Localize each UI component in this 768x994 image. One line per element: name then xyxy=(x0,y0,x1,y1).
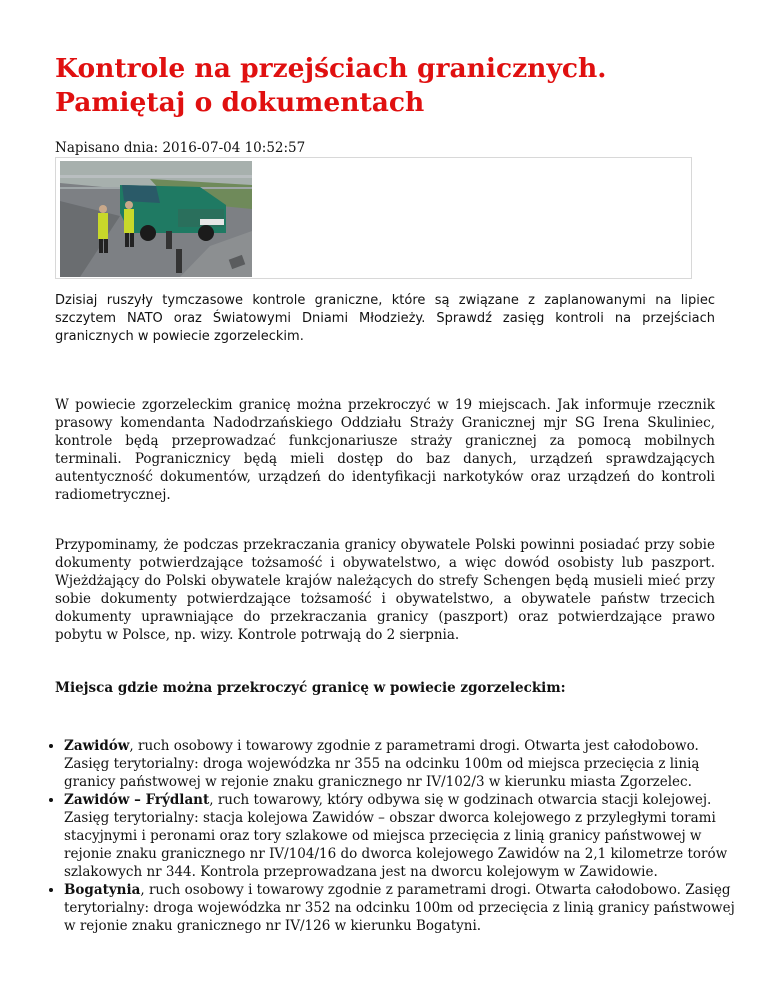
place-name: Zawidów xyxy=(64,738,130,754)
intro-paragraph: Dzisiaj ruszyły tymczasowe kontrole graniczne, które są związane z zaplanowanymi na lipiec szczytem NATO oraz Światowymi Dniami Młodzieży. Sprawdź zasięg kontroli na przejściach granicznych w powiecie zgorzeleckim. xyxy=(55,293,715,344)
list-heading: Miejsca gdzie można przekroczyć granicę w powiecie zgorzeleckim: xyxy=(55,680,566,696)
place-description: , ruch osobowy i towarowy zgodnie z parametrami drogi. Otwarta całodobowo. Zasięg terytorialny: droga wojewódzka nr 352 na odcinku 100m od przecięcia z linią granicy państwowej w rejonie znaku granicznego nr IV/126 w kierunku Bogatyni. xyxy=(64,882,735,934)
place-name: Zawidów – Frýdlant xyxy=(64,792,210,808)
article-image-frame xyxy=(55,157,692,279)
place-name: Bogatynia xyxy=(64,882,141,898)
body-paragraph: Przypominamy, że podczas przekraczania granicy obywatele Polski powinni posiadać przy sobie dokumenty potwierdzające tożsamość i obywatelstwo, a więc dowód osobisty lub paszport. Wjeżdżający do Polski obywatele krajów należących do strefy Schengen będą musieli mieć przy sobie dokumenty potwierdzające tożsamość i obywatelstwo, a obywatele państw trzecich dokumenty uprawniające do przekraczania granicy (paszport) oraz potwierdzające prawo pobytu w Polsce, np. wizy. Kontrole potrwają do 2 sierpnia. xyxy=(55,537,715,643)
article-photo xyxy=(60,161,252,277)
date-value: 2016-07-04 10:52:57 xyxy=(162,140,306,156)
article-title: Kontrole na przejściach granicznych. Pamiętaj o dokumentach xyxy=(55,53,607,118)
place-description: , ruch osobowy i towarowy zgodnie z parametrami drogi. Otwarta jest całodobowo. Zasięg terytorialny: droga wojewódzka nr 355 na odcinku 100m od miejsca przecięcia z linią granicy państwowej w rejonie znaku granicznego nr IV/102/3 w kierunku miasta Zgorzelec. xyxy=(64,738,700,790)
list-item xyxy=(64,737,744,791)
date-label: Napisano dnia: xyxy=(55,140,159,156)
list-item xyxy=(64,791,744,881)
place-description: , ruch towarowy, który odbywa się w godzinach otwarcia stacji kolejowej. Zasięg terytorialny: stacja kolejowa Zawidów – obszar dworca kolejowego z przyległymi torami stacyjnymi i peronami oraz tory szlakowe od miejsca przecięcia z linią granicy państwowej w rejonie znaku granicznego nr IV/104/16 do dworca kolejowego Zawidów na 2,1 kilometrze torów szlakowych nr 344. Kontrola przeprowadzana jest na dworcu kolejowym w Zawidowie. xyxy=(64,792,728,880)
crossing-points-list xyxy=(44,737,744,935)
body-paragraph: W powiecie zgorzeleckim granicę można przekroczyć w 19 miejscach. Jak informuje rzecznik prasowy komendanta Nadodrzańskiego Oddziału Straży Granicznej mjr SG Irena Skuliniec, kontrole będą przeprowadzać funkcjonariusze straży granicznej za pomocą mobilnych terminali. Pogranicznicy będą mieli dostęp do baz danych, urządzeń sprawdzających autentyczność dokumentów, urządzeń do identyfikacji narkotyków oraz urządzeń do kontroli radiometrycznej. xyxy=(55,397,715,503)
publish-date xyxy=(55,140,305,156)
list-item xyxy=(64,881,744,935)
